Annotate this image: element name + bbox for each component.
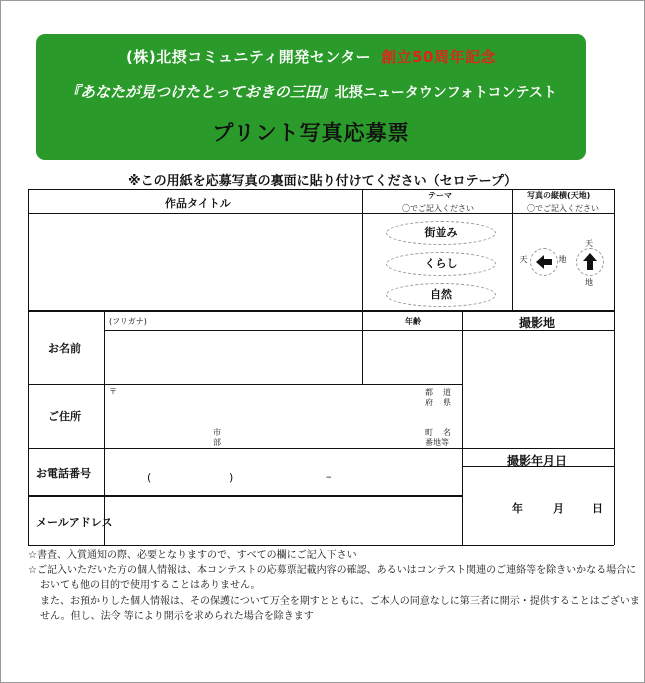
phone-paren-open: ( (147, 471, 152, 484)
todo-label: 都 (425, 388, 433, 397)
landscape-ten: 天 (519, 255, 528, 263)
ken-label: 県 (443, 398, 451, 407)
doh-label: 道 (443, 388, 451, 397)
cho-label: 町 (425, 428, 433, 437)
arrow-up-icon (577, 249, 603, 275)
portrait-ten: 天 (585, 239, 593, 248)
theme-note: 〇でご記入ください (402, 204, 474, 213)
day-label: 日 (592, 502, 603, 515)
location-input[interactable] (464, 332, 612, 446)
banner-line-2 (36, 81, 586, 102)
age-input[interactable] (364, 332, 460, 382)
note-privacy-2: おいても他の目的で使用することはありません。 (40, 580, 261, 591)
instruction-text: ※この用紙を応募写真の裏面に貼り付けてください（セロテープ） (127, 174, 518, 189)
orientation-label: 写真の縦横(天地) (527, 191, 591, 200)
shi-label: 市 (213, 428, 221, 437)
note-privacy-4: せん。但し、法令 等により開示を求められた場合を除きます (40, 611, 314, 622)
age-label: 年齢 (405, 317, 421, 326)
contest-name: 北摂ニュータウンフォトコンテスト (334, 85, 557, 101)
note-required: ☆書査、入賞通知の際、必要となりますので、すべての欄にご記入下さい (28, 550, 357, 561)
phone-label: お電話番号 (36, 467, 91, 480)
contest-theme: 『あなたが見つけたとっておきの三田』 (65, 83, 335, 101)
note-privacy-3: また、お預かりした個人情報は、その保護について万全を期すとともに、ご本人の同意なしに第三者に開示・提供することはございま (40, 596, 640, 607)
title-input-area[interactable] (30, 215, 360, 309)
portrait-option[interactable] (576, 248, 604, 276)
label-col-line (104, 310, 105, 545)
fu-label: 府 (425, 398, 433, 407)
landscape-option[interactable] (530, 248, 558, 276)
theme-col-line (362, 189, 363, 310)
header-banner (36, 34, 586, 160)
year-label: 年 (512, 502, 523, 515)
email-input[interactable] (106, 498, 460, 544)
phone-input[interactable] (106, 450, 460, 493)
date-input[interactable] (464, 468, 612, 544)
theme-option-nature[interactable]: 自然 (386, 283, 496, 307)
landscape-chi: 地 (558, 255, 567, 263)
phone-row-line (28, 448, 614, 449)
orientation-note: 〇でご記入ください (527, 204, 599, 213)
location-label: 撮影地 (519, 316, 556, 330)
name-row-line (104, 330, 462, 331)
orientation-col-line (512, 189, 513, 310)
right-col-line (462, 310, 463, 545)
address-input[interactable] (106, 396, 416, 446)
portrait-chi: 地 (585, 278, 593, 287)
theme-label: テーマ (428, 191, 452, 200)
furigana-label: (フリガナ) (109, 317, 147, 326)
email-row-line (28, 495, 462, 497)
banchi-label: 番地等 (425, 438, 449, 447)
phone-paren-close: ) (229, 471, 234, 484)
date-label: 撮影年月日 (507, 454, 568, 468)
address-label: ご住所 (48, 410, 81, 423)
month-label: 月 (553, 502, 564, 515)
address-row-line (28, 384, 462, 385)
note-privacy-1: ☆ご記入いただいた方の個人情報は、本コンテストの応募票記載内容の確認、あるいはコンテスト関連のご連絡等を除きいかなる場合に (28, 565, 637, 576)
title-label: 作品タイトル (165, 197, 231, 210)
table-border-bottom (28, 545, 614, 546)
email-label: メールアドレス (36, 516, 113, 529)
phone-dash: – (326, 470, 332, 483)
mei-label: 名 (443, 428, 451, 437)
table-border-left (28, 189, 29, 545)
anniversary-label: 創立50周年記念 (381, 48, 496, 66)
postal-mark: 〒 (109, 387, 117, 396)
banner-line-1 (36, 46, 586, 67)
bu-label: 部 (213, 438, 221, 447)
arrow-left-icon (531, 249, 557, 275)
theme-option-townscape[interactable]: 街並み (386, 221, 496, 245)
form-title: プリント写真応募票 (212, 121, 410, 145)
theme-option-living[interactable]: くらし (386, 252, 496, 276)
name-input[interactable] (106, 332, 360, 382)
table-border-right (614, 189, 615, 545)
table-divider (28, 310, 614, 312)
name-label: お名前 (48, 342, 81, 355)
organizer-name: (株)北摂コミュニティ開発センター (126, 48, 372, 66)
age-col-line (362, 310, 363, 384)
